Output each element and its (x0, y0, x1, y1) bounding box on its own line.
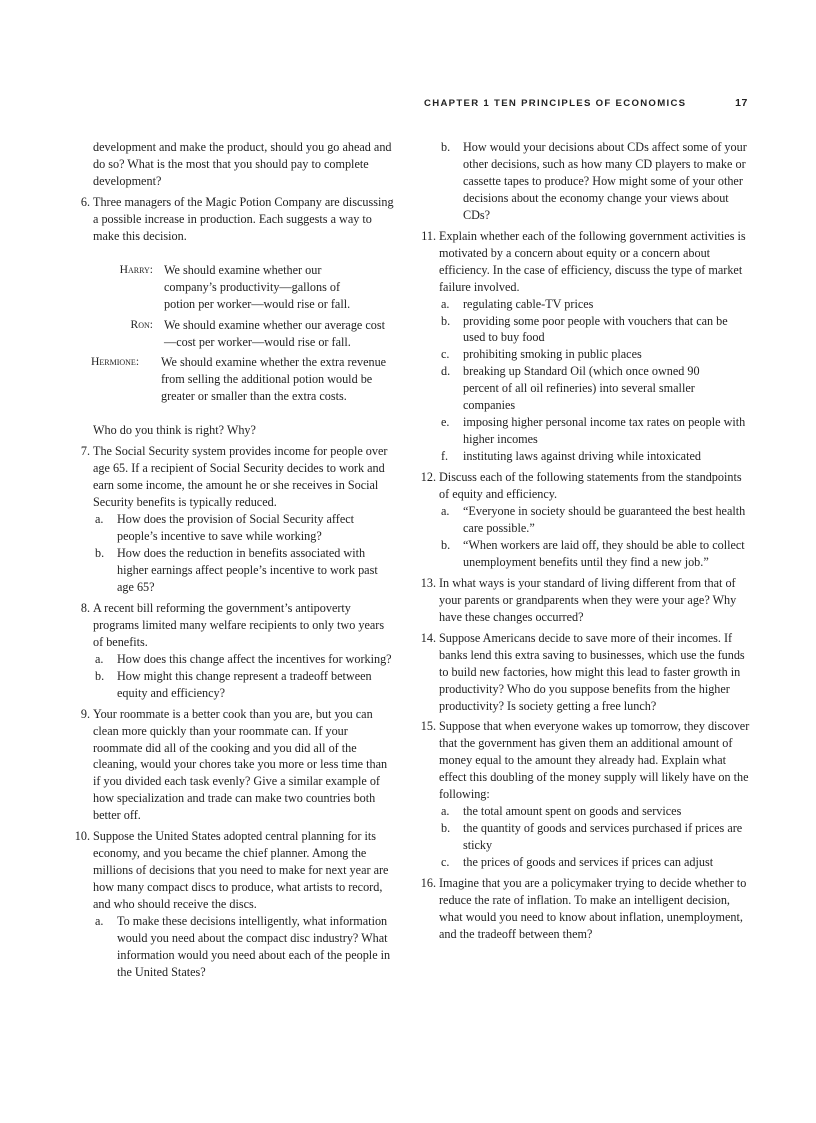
sub-label: a. (95, 512, 104, 527)
sub-question (439, 820, 750, 854)
dialogue-line (93, 354, 394, 405)
sub-question (439, 537, 750, 571)
question-text: Imagine that you are a policymaker trying to decide whether to reduce the rate of inflation. To make an intelligent decision, what would you need to know about inflation, unemployment, and the tradeoff between them? (439, 876, 747, 941)
sub-text: regulating cable-TV prices (463, 296, 594, 311)
dialogue-line (93, 262, 394, 313)
sub-label: a. (441, 296, 450, 311)
sub-question (439, 363, 750, 414)
sub-text: prohibiting smoking in public places (463, 347, 642, 362)
left-column (72, 139, 394, 981)
question-number: 13. (420, 575, 436, 590)
sub-text: imposing higher personal income tax rates on people with higher incomes (463, 415, 746, 447)
question-closing: Who do you think is right? Why? (93, 423, 256, 438)
sub-label: b. (441, 313, 451, 328)
sub-text: How would your decisions about CDs affect some of your other decisions, such as how many CD players to make or cassette tapes to produce? How might some of your other decisions about the economy change your views about CDs? (463, 140, 747, 222)
running-title: CHAPTER 1 TEN PRINCIPLES OF ECONOMICS (424, 98, 687, 109)
sub-text: the quantity of goods and services purchased if prices are sticky (463, 821, 743, 853)
question-10 (72, 828, 394, 981)
sub-label: b. (95, 668, 105, 683)
question-text: The Social Security system provides income for people over age 65. If a recipient of Social Security decides to work and earn some income, the amount he or she receives in Social Security benefits is typically reduced. (93, 444, 388, 510)
sub-question (439, 448, 750, 465)
sub-question (93, 668, 394, 702)
question-number: 15. (420, 719, 436, 734)
question-number: 10. (74, 829, 90, 844)
question-9 (72, 706, 394, 825)
page-number: 17 (735, 97, 748, 109)
question-text: Explain whether each of the following government activities is motivated by a concern about equity or a concern about efficiency. In the case of efficiency, discuss the type of market failure involved. (439, 228, 746, 294)
question-11 (418, 228, 750, 465)
sub-question (93, 545, 394, 596)
sub-text: breaking up Standard Oil (which once owned 90 percent of all oil refineries) into several smaller companies (463, 364, 700, 413)
sub-label: b. (95, 546, 105, 561)
question-text: Suppose the United States adopted central planning for its economy, and you became the chief planner. Among the millions of decisions that you need to make for next year are how many compact discs to produce, what artists to record, and who should receive the discs. (93, 829, 389, 912)
sub-question (439, 854, 750, 871)
question-number: 6. (80, 194, 90, 209)
question-10-continued (418, 139, 750, 224)
question-text: Your roommate is a better cook than you are, but you can clean more quickly than your roommate can. If your roommate did all of the cooking and you did all of the cleaning, would your chores take you more or less time than if you divided each task evenly? Give a similar example of how specialization and trade can make two countries both better off. (93, 706, 388, 823)
question-text: Discuss each of the following statements from the standpoints of equity and efficiency. (439, 470, 742, 502)
sub-question (439, 414, 750, 448)
question-number: 8. (80, 600, 90, 615)
sub-label: a. (441, 804, 450, 819)
question-15 (418, 718, 750, 871)
question-8 (72, 600, 394, 702)
sub-text: the prices of goods and services if prices can adjust (463, 855, 714, 870)
sub-text: How does the reduction in benefits associated with higher earnings affect people’s incentive to work past age 65? (117, 546, 378, 594)
sub-text: How does the provision of Social Security affect people’s incentive to save while working? (117, 512, 355, 544)
question-13 (418, 575, 750, 626)
right-column (418, 139, 750, 943)
sub-text: “Everyone in society should be guaranteed the best health care possible.” (463, 504, 746, 535)
speaker-line: We should examine whether our company’s productivity—gallons of potion per worker—would rise or fall. (164, 262, 351, 311)
sub-label: a. (441, 504, 450, 519)
sub-question (439, 313, 750, 347)
speaker-name: Harry: (119, 262, 153, 276)
question-number: 9. (80, 706, 90, 721)
sub-text: To make these decisions intelligently, what information would you need about the compact disc industry? What information would you need about each of the people in the United States? (117, 914, 391, 979)
sub-question (439, 346, 750, 363)
question-number: 7. (80, 444, 90, 459)
question-12 (418, 469, 750, 571)
question-7 (72, 443, 394, 596)
question-5-continued (72, 139, 394, 190)
dialogue (93, 262, 394, 406)
sub-text: providing some poor people with vouchers that can be used to buy food (463, 313, 728, 345)
sub-label: b. (441, 537, 451, 552)
sub-question (439, 503, 750, 537)
speaker-line: We should examine whether our average cost—cost per worker—would rise or fall. (164, 317, 386, 349)
speaker-name: Ron: (130, 317, 153, 331)
sub-label: c. (441, 347, 450, 362)
question-number: 11. (421, 228, 436, 243)
sub-question (439, 803, 750, 820)
sub-text: How might this change represent a tradeoff between equity and efficiency? (117, 668, 372, 700)
sub-text: the total amount spent on goods and services (463, 804, 682, 819)
question-text: Three managers of the Magic Potion Company are discussing a possible increase in production. Each suggests a way to make this decision. (93, 194, 394, 243)
question-number: 16. (420, 876, 436, 891)
sub-question (93, 651, 394, 668)
question-number: 12. (420, 470, 436, 485)
sub-question (439, 296, 750, 313)
sub-text: “When workers are laid off, they should be able to collect unemployment benefits until they find a new job.” (463, 537, 745, 569)
sub-label: e. (441, 415, 450, 430)
question-text: Suppose that when everyone wakes up tomorrow, they discover that the government has given them an additional amount of money equal to the amount they already had. Explain what effect this doubling of the money supply will likely have on the following: (439, 719, 750, 802)
sub-text: instituting laws against driving while intoxicated (463, 449, 701, 464)
running-head (424, 98, 748, 109)
sub-label: b. (441, 821, 451, 836)
speaker-name: Hermione: (91, 355, 140, 369)
sub-question (93, 913, 394, 981)
dialogue-line (93, 317, 394, 351)
question-14 (418, 630, 750, 715)
speaker-line: We should examine whether the extra revenue from selling the additional potion would be greater or smaller than the extra costs. (161, 355, 387, 404)
sub-question (439, 139, 750, 224)
sub-question (93, 511, 394, 545)
sub-label: a. (95, 651, 104, 666)
sub-label: f. (441, 449, 449, 464)
sub-label: b. (441, 140, 451, 154)
sub-label: c. (441, 855, 450, 870)
sub-text: How does this change affect the incentives for working? (117, 651, 392, 666)
question-number: 14. (420, 630, 436, 645)
question-text: A recent bill reforming the government’s antipoverty programs limited many welfare recipients to only two years of benefits. (93, 600, 385, 649)
question-text: In what ways is your standard of living different from that of your parents or grandparents when they were your age? Why have these changes occurred? (439, 575, 737, 624)
question-6 (72, 194, 394, 439)
sub-label: a. (95, 914, 104, 929)
sub-label: d. (441, 364, 451, 379)
question-16 (418, 875, 750, 943)
question-text: development and make the product, should you go ahead and do so? What is the most that you should pay to complete development? (93, 140, 392, 188)
question-text: Suppose Americans decide to save more of their incomes. If banks lend this extra saving to businesses, which use the funds to build new factories, how might this lead to faster growth in productivity? Who do you suppose benefits from the higher productivity? Is society getting a free lunch? (439, 630, 745, 713)
